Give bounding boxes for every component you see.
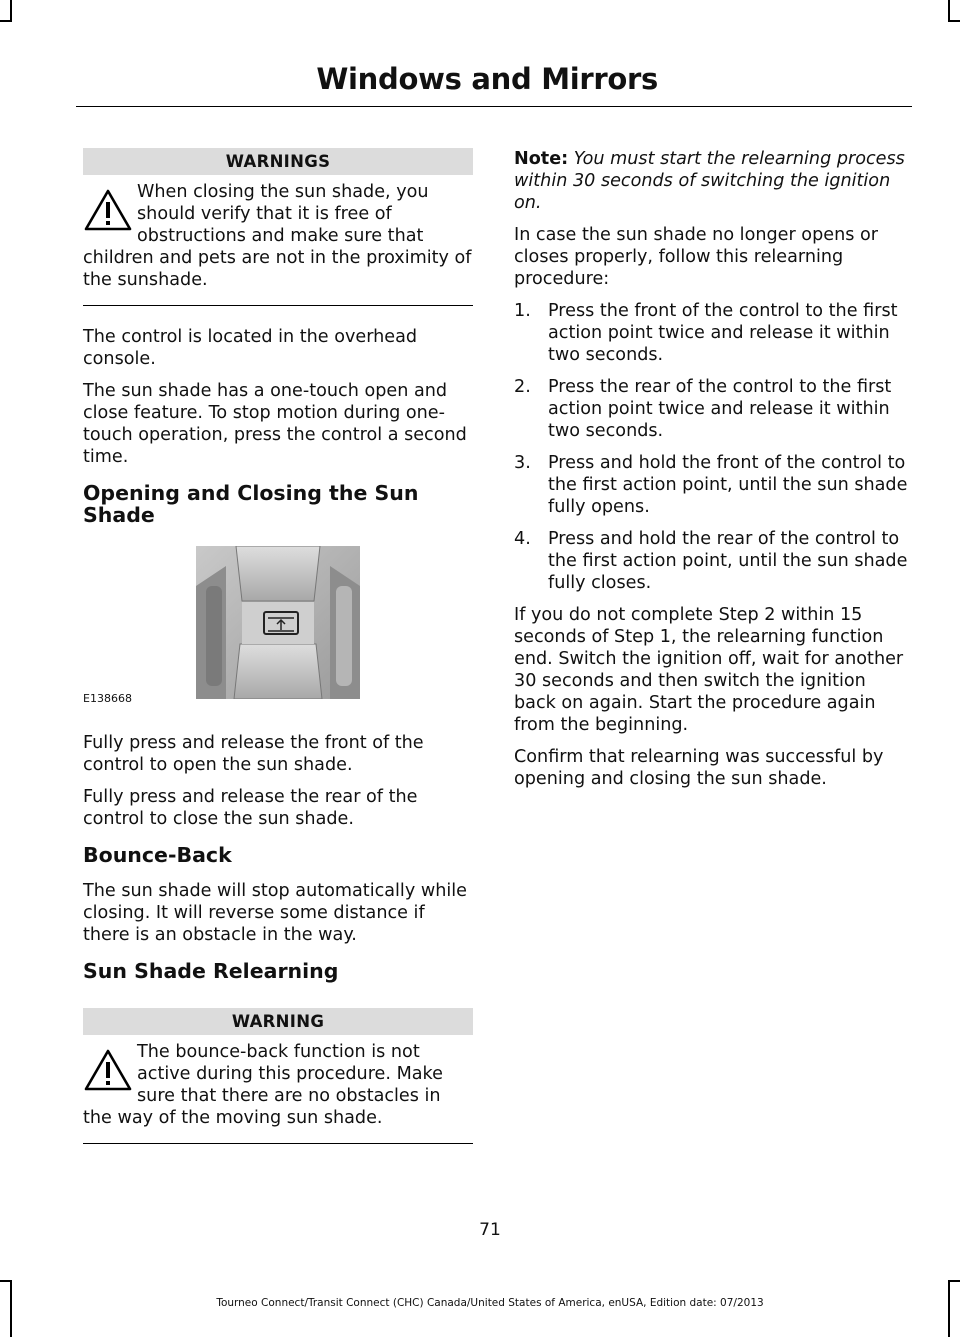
- header-rule: [76, 106, 912, 107]
- crop-mark: [948, 20, 960, 22]
- paragraph: Confirm that relearning was successful by opening and closing the sun shade.: [514, 747, 884, 789]
- note: [514, 148, 908, 214]
- warning-box: [83, 1008, 473, 1144]
- paragraph: The sun shade will stop automatically while closing. It will reverse some distance if there is an obstacle in the way.: [83, 881, 467, 945]
- crop-mark: [0, 1280, 12, 1282]
- paragraph: Fully press and release the rear of the control to close the sun shade.: [83, 787, 418, 829]
- left-column: [83, 148, 473, 1164]
- step-text: Press the front of the control to the first action point twice and release it within two seconds.: [548, 301, 898, 365]
- step-number: 1.: [514, 301, 531, 321]
- relearning-steps: [514, 300, 908, 594]
- warning-body: [83, 1041, 473, 1129]
- warning-heading: WARNINGS: [83, 148, 473, 175]
- note-label: Note:: [514, 149, 569, 169]
- crop-mark: [948, 1280, 960, 1282]
- warning-heading: WARNING: [83, 1008, 473, 1035]
- step-text: Press the rear of the control to the first action point twice and release it within two seconds.: [548, 377, 892, 441]
- sun-shade-control-figure: [83, 540, 473, 718]
- crop-mark: [0, 20, 12, 22]
- paragraph: The control is located in the overhead console.: [83, 327, 418, 369]
- section-heading: Sun Shade Relearning: [83, 959, 339, 983]
- step-number: 2.: [514, 377, 531, 397]
- paragraph: The sun shade has a one-touch open and close feature. To stop motion during one-touch operation, press the control a second time.: [83, 381, 467, 467]
- warning-text: When closing the sun shade, you should verify that it is free of obstructions and make sure that children and pets are not in the proximity of the sunshade.: [83, 182, 472, 290]
- section-heading: Bounce-Back: [83, 843, 232, 867]
- sun-shade-control-image: [196, 546, 360, 699]
- step-text: Press and hold the rear of the control to the first action point, until the sun shade fully closes.: [548, 529, 908, 593]
- list-item: [514, 528, 908, 594]
- list-item: [514, 452, 908, 518]
- section-heading: Opening and Closing the Sun Shade: [83, 481, 419, 527]
- right-column: [514, 148, 908, 800]
- step-text: Press and hold the front of the control to the first action point, until the sun shade fully opens.: [548, 453, 908, 517]
- warning-body: [83, 181, 473, 291]
- step-number: 3.: [514, 453, 531, 473]
- paragraph: In case the sun shade no longer opens or closes properly, follow this relearning procedure:: [514, 225, 878, 289]
- paragraph: Fully press and release the front of the control to open the sun shade.: [83, 733, 424, 775]
- crop-mark: [10, 0, 12, 20]
- warning-triangle-icon: [83, 187, 133, 233]
- warning-box: [83, 148, 473, 306]
- note-text: You must start the relearning process within 30 seconds of switching the ignition on.: [514, 149, 905, 213]
- step-number: 4.: [514, 529, 531, 549]
- crop-mark: [948, 0, 950, 20]
- warning-text: The bounce-back function is not active during this procedure. Make sure that there are no obstacles in the way of the moving sun shade.: [83, 1042, 443, 1128]
- page-number: 71: [479, 1220, 501, 1240]
- paragraph: If you do not complete Step 2 within 15 seconds of Step 1, the relearning function end. Switch the ignition off, wait for another 30 seconds and then switch the ignition back on again. Start the procedure again from the beginning.: [514, 605, 904, 735]
- footer-text: Tourneo Connect/Transit Connect (CHC) Canada/United States of America, enUSA, Edition date: 07/2013: [216, 1297, 764, 1309]
- warning-triangle-icon: [83, 1047, 133, 1093]
- list-item: [514, 300, 908, 366]
- page-title: Windows and Mirrors: [316, 62, 658, 96]
- figure-code: E138668: [83, 692, 132, 705]
- list-item: [514, 376, 908, 442]
